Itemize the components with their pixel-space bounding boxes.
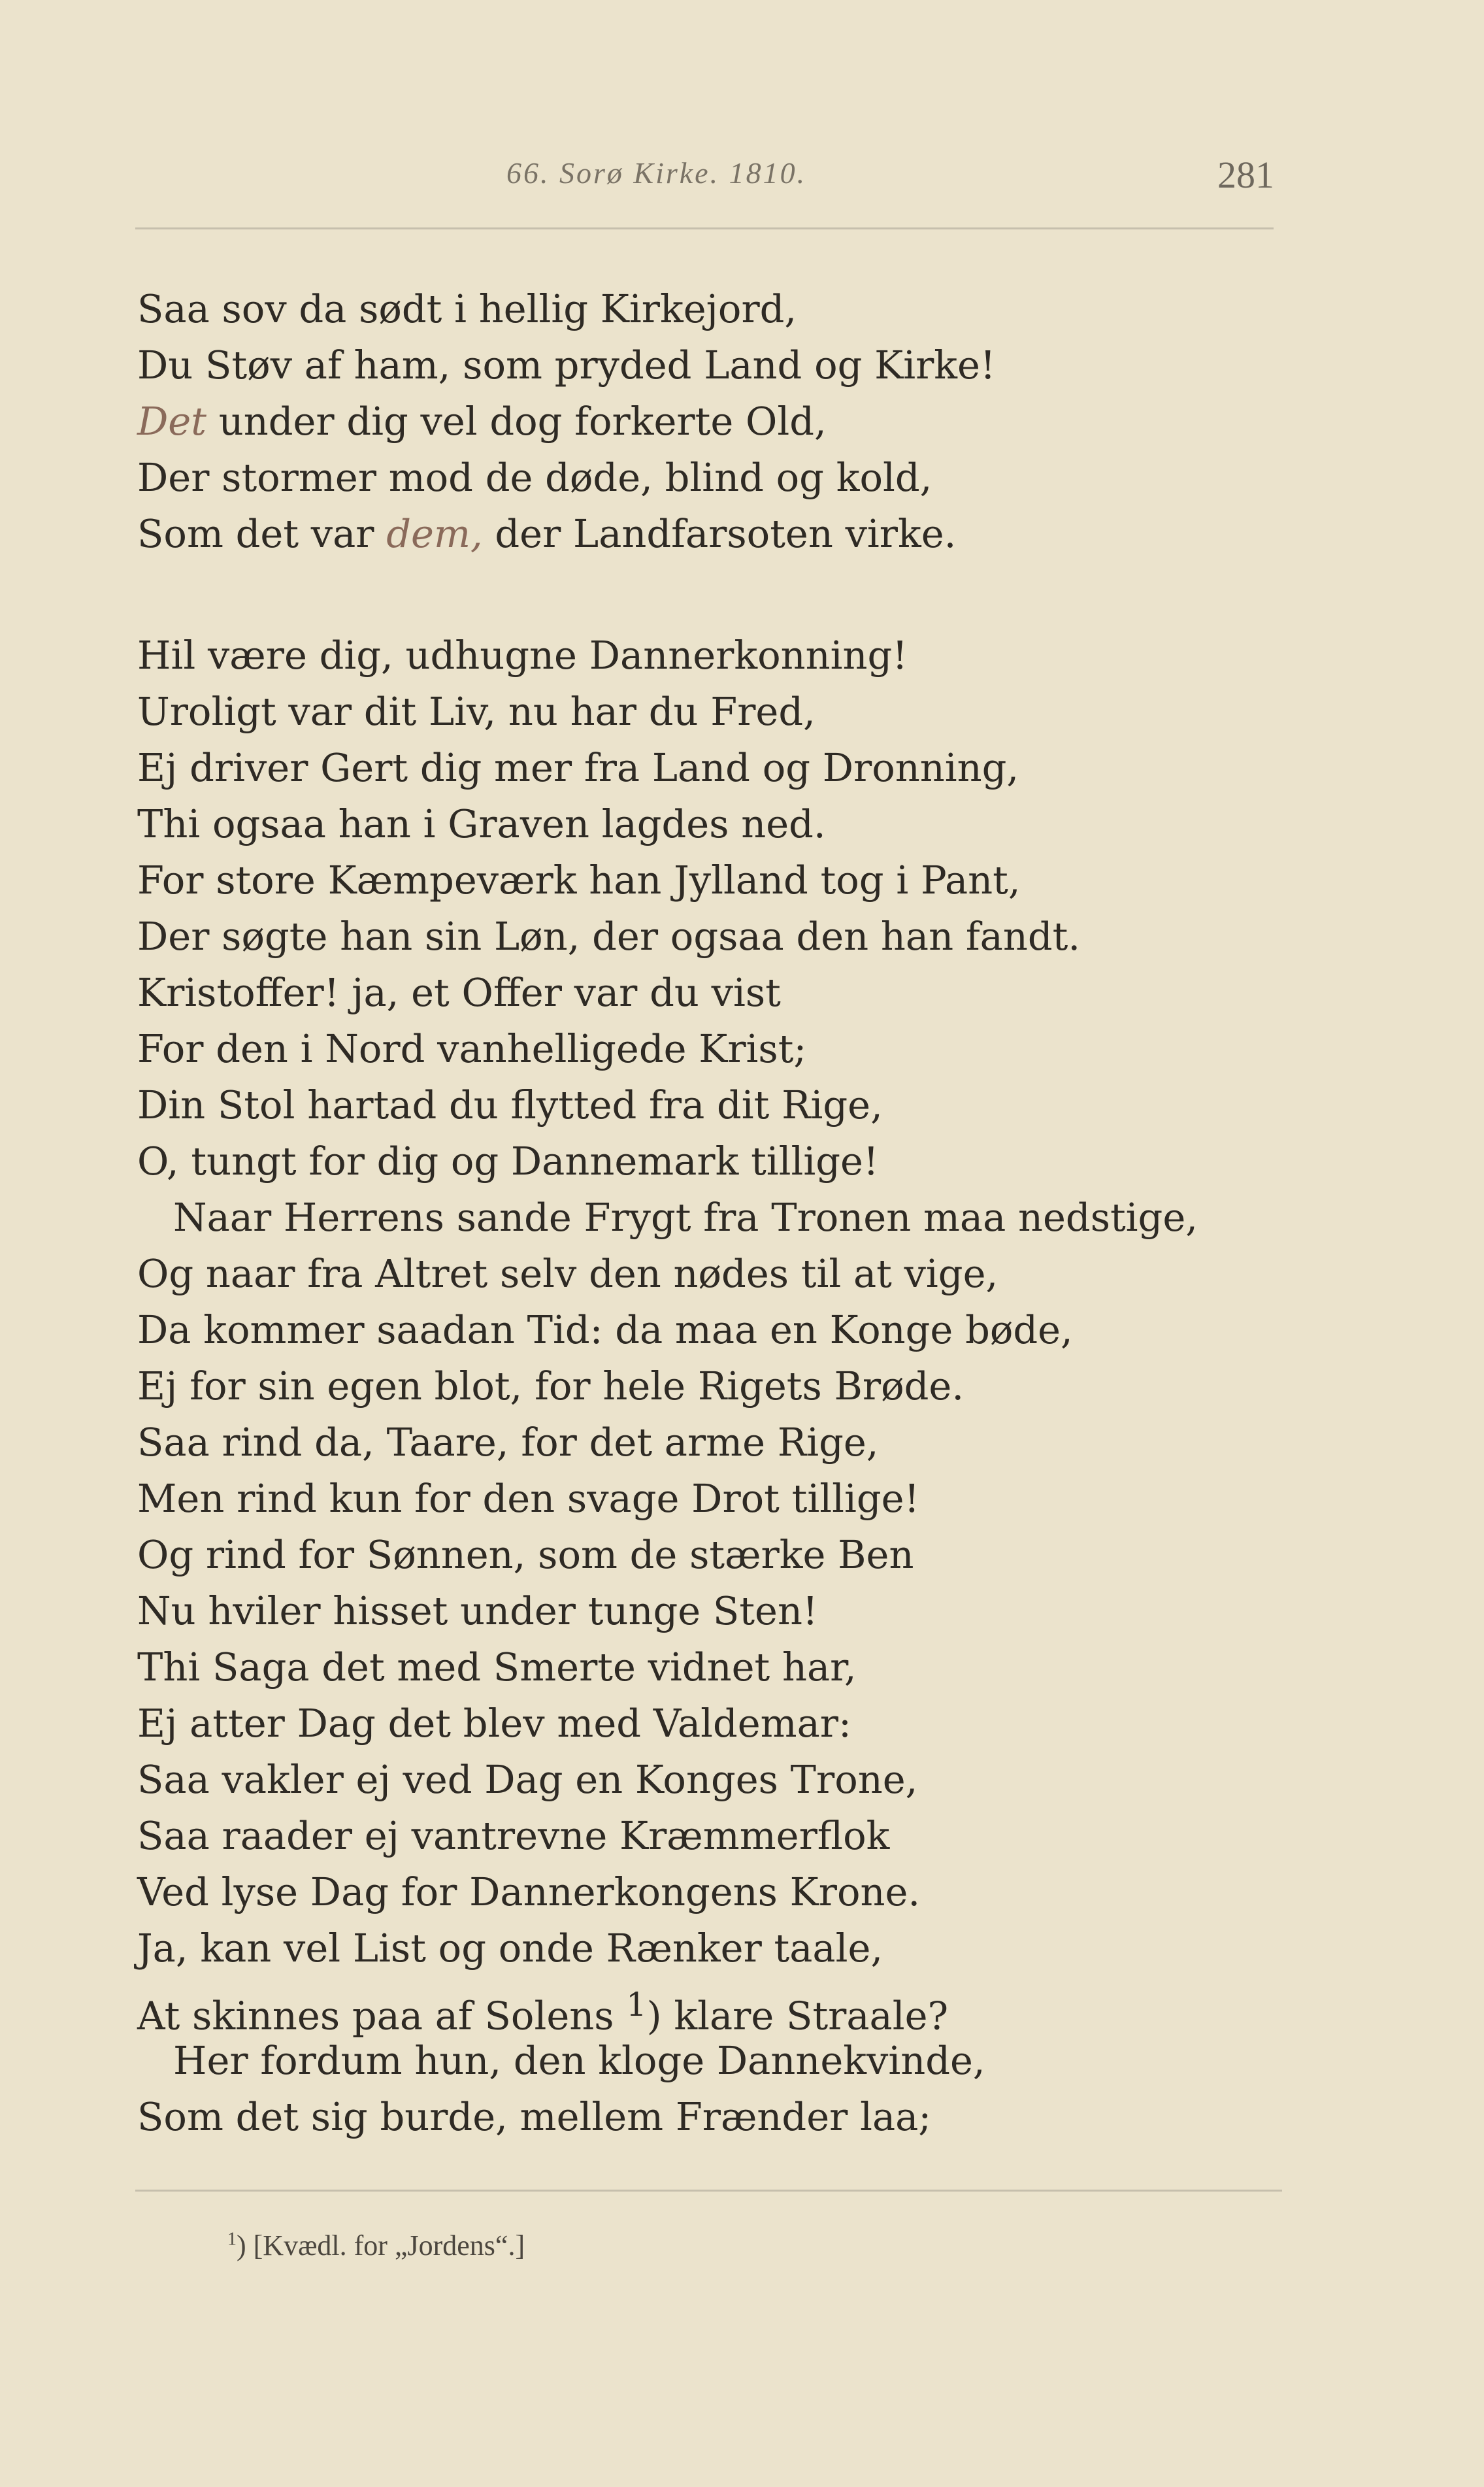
- poem-line: Saa vakler ej ved Dag en Konges Trone,: [137, 1757, 918, 1802]
- line-text: At skinnes paa af Solens: [137, 1993, 614, 2039]
- poem-line: Ja, kan vel List og onde Rænker taale,: [137, 1926, 883, 1971]
- poem-line: For den i Nord vanhelligede Krist;: [137, 1026, 807, 1071]
- poem-line: Nu hviler hisset under tunge Sten!: [137, 1588, 818, 1633]
- emphasis-word: Det: [137, 399, 206, 444]
- poem-line: Thi Saga det med Smerte vidnet har,: [137, 1644, 857, 1690]
- poem-line: For store Kæmpeværk han Jylland tog i Pant,: [137, 858, 1021, 903]
- header-rule: [135, 227, 1274, 229]
- poem-body: [137, 281, 1379, 2145]
- poem-line: Uroligt var dit Liv, nu har du Fred,: [137, 689, 816, 734]
- poem-line: Saa rind da, Taare, for det arme Rige,: [137, 1420, 879, 1465]
- poem-line: Hil være dig, udhugne Dannerkonning!: [137, 633, 908, 678]
- poem-line: Der stormer mod de døde, blind og kold,: [137, 455, 932, 500]
- running-title: 66. Sorø Kirke. 1810.: [506, 156, 807, 190]
- line-text: under dig vel dog forkerte Old,: [206, 399, 827, 444]
- emphasis-word: dem,: [386, 511, 483, 556]
- poem-line: Men rind kun for den svage Drot tillige!: [137, 1476, 920, 1521]
- poem-line: Du Støv af ham, som pryded Land og Kirke!: [137, 342, 996, 388]
- poem-line: Din Stol hartad du flytted fra dit Rige,: [137, 1082, 883, 1127]
- poem-line: O, tungt for dig og Dannemark tillige!: [137, 1139, 879, 1184]
- footnote-mark: 1: [227, 2229, 237, 2250]
- poem-line: Ej driver Gert dig mer fra Land og Dronning,: [137, 745, 1019, 790]
- stanza-2: [137, 627, 1379, 1190]
- poem-line: Ej atter Dag det blev med Valdemar:: [137, 1701, 851, 1746]
- poem-line: Og naar fra Altret selv den nødes til at vige,: [137, 1251, 998, 1296]
- line-text: der Landfarsoten virke.: [482, 511, 957, 556]
- poem-line: Ved lyse Dag for Dannerkongens Krone.: [137, 1869, 921, 1914]
- footnote: [227, 2229, 525, 2262]
- poem-line: Saa raader ej vantrevne Kræmmerflok: [137, 1813, 890, 1858]
- footnote-text: ) [Kvædl. for „Jordens“.]: [237, 2229, 525, 2262]
- footnote-rule: [135, 2190, 1282, 2192]
- footnote-reference: 1: [626, 1986, 647, 2024]
- poem-line: Da kommer saadan Tid: da maa en Konge bøde,: [137, 1307, 1073, 1352]
- poem-line: [137, 393, 1379, 450]
- stanza-3: [137, 1190, 1379, 2145]
- poem-line: Ej for sin egen blot, for hele Rigets Brøde.: [137, 1363, 965, 1409]
- poem-line: Der søgte han sin Løn, der ogsaa den han fandt.: [137, 914, 1081, 959]
- poem-line: Kristoffer! ja, et Offer var du vist: [137, 970, 781, 1015]
- poem-line: Saa sov da sødt i hellig Kirkejord,: [137, 286, 797, 331]
- poem-line: Som det sig burde, mellem Frænder laa;: [137, 2094, 932, 2139]
- page-number: 281: [1217, 154, 1274, 196]
- poem-line: Thi ogsaa han i Graven lagdes ned.: [137, 801, 826, 846]
- line-text: Som det var: [137, 511, 387, 556]
- stanza-1: [137, 281, 1379, 562]
- page-header: [137, 156, 1274, 208]
- poem-line: Her fordum hun, den kloge Dannekvinde,: [173, 2038, 985, 2083]
- poem-line: [137, 1977, 1379, 2039]
- poem-line: Og rind for Sønnen, som de stærke Ben: [137, 1532, 914, 1577]
- stanza-gap: [137, 562, 1379, 627]
- poem-line: [137, 506, 1379, 562]
- poem-line: Naar Herrens sande Frygt fra Tronen maa nedstige,: [173, 1195, 1198, 1240]
- line-text: ) klare Straale?: [646, 1993, 949, 2039]
